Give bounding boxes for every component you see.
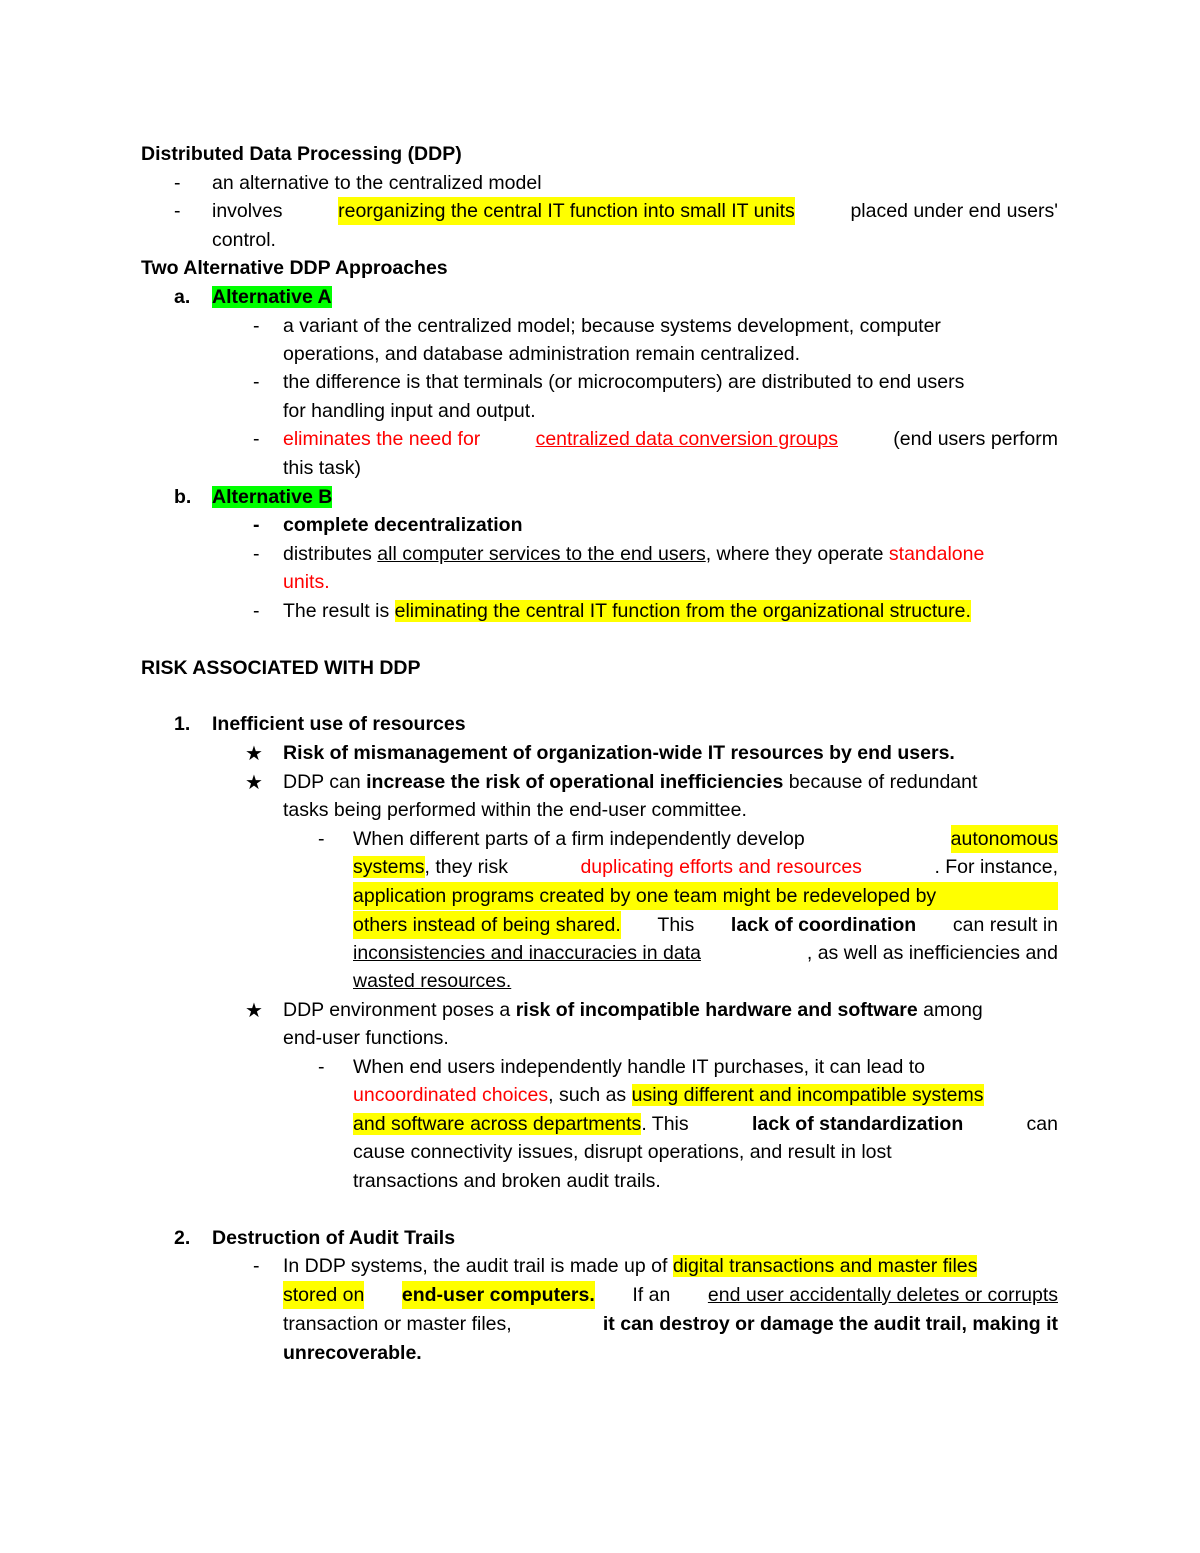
text: If an (632, 1284, 671, 1306)
alt-a-point-3 (283, 425, 1058, 453)
text: because of redundant (783, 771, 978, 793)
star-icon: ★ (245, 770, 263, 794)
alt-b-point-3 (283, 597, 971, 625)
alt-a-point-1-cont: operations, and database administration remain centralized. (283, 343, 801, 365)
highlight: systems (353, 856, 425, 878)
list-marker: - (318, 1056, 325, 1078)
risk-1-detail-1-line-6: wasted resources. (353, 970, 512, 992)
underlined-text: inconsistencies and inaccuracies in data (353, 942, 701, 964)
red-underlined-text: centralized data conversion groups (535, 428, 838, 450)
list-marker: - (253, 428, 260, 450)
highlight: Alternative B (212, 486, 333, 508)
list-marker: - (174, 200, 181, 222)
red-text: duplicating efforts and resources (580, 856, 862, 878)
alt-b-point-2 (283, 540, 984, 568)
highlight: autonomous (951, 825, 1058, 853)
risk-1-subpoint-3-cont: end-user functions. (283, 1027, 449, 1049)
risk-1-detail-2-line-1 (353, 1053, 1058, 1081)
alt-a-label (212, 283, 332, 311)
highlight: eliminating the central IT function from the organizational structure. (394, 600, 971, 622)
text-group (353, 1110, 689, 1138)
alt-a-point-2: the difference is that terminals (or microcomputers) are distributed to end users (283, 371, 965, 393)
alt-a-point-3-cont: this task) (283, 457, 362, 479)
alt-b-point-1: complete decentralization (283, 514, 523, 536)
highlight: Alternative A (212, 286, 332, 308)
risk-1-detail-1-line-3 (353, 882, 1058, 910)
ddp-title: Distributed Data Processing (DDP) (141, 143, 462, 165)
text: can (1026, 1113, 1058, 1135)
text: , as well as inefficiencies and (806, 942, 1058, 964)
red-text: standalone (888, 543, 985, 565)
ddp-bullet-1: an alternative to the centralized model (212, 172, 542, 194)
alt-a-point-2-cont: for handling input and output. (283, 400, 536, 422)
bold-text: lack of standardization (751, 1113, 964, 1135)
highlight: stored on (283, 1281, 364, 1309)
text: a variant of the centralized model; because systems development, computer (283, 315, 941, 337)
text: , such as (548, 1084, 632, 1106)
alt-b-marker: b. (174, 486, 192, 508)
risk-1-detail-2-line-5: transactions and broken audit trails. (353, 1170, 661, 1192)
text: In DDP systems, the audit trail is made up of (283, 1255, 673, 1277)
text: involves (212, 200, 288, 222)
text: (end users perform (893, 428, 1058, 450)
text: DDP environment poses a (283, 999, 516, 1021)
text: transaction or master files, (283, 1313, 512, 1335)
text: , where they operate (705, 543, 889, 565)
list-marker: - (253, 514, 260, 536)
text: can result in (952, 914, 1058, 936)
list-marker: - (253, 315, 260, 337)
risk-1-detail-1-line-2 (353, 853, 1058, 881)
ddp-bullet-2 (212, 197, 1058, 225)
text: cause connectivity issues, disrupt operations, and result in lost (353, 1141, 892, 1163)
risk-1-detail-2-line-3 (353, 1110, 1058, 1138)
risk-2-line-4: unrecoverable. (283, 1342, 422, 1364)
risk-1-subpoint-2-cont: tasks being performed within the end-user committee. (283, 799, 747, 821)
text: . For instance, (934, 856, 1058, 878)
highlight: others instead of being shared. (353, 911, 621, 939)
risk-1-detail-2-line-2 (353, 1081, 984, 1109)
alt-b-point-2-cont: units. (283, 571, 330, 593)
bold-text: increase the risk of operational inefficiencies (366, 771, 784, 793)
risk-2-line-2 (283, 1281, 1058, 1309)
risk-2-title: Destruction of Audit Trails (212, 1227, 456, 1249)
text: DDP can (283, 771, 367, 793)
text: The result is (283, 600, 395, 622)
risk-1-number: 1. (174, 713, 191, 735)
bold-highlight: end-user computers. (402, 1281, 595, 1309)
risk-1-title: Inefficient use of resources (212, 713, 466, 735)
highlight: reorganizing the central IT function into small IT units (338, 197, 795, 225)
risk-1-detail-2-line-4 (353, 1138, 1058, 1166)
risk-1-subpoint-2 (283, 768, 977, 796)
text: When end users independently handle IT purchases, it can lead to (353, 1056, 926, 1078)
text: This (657, 914, 695, 936)
underlined-text: end user accidentally deletes or corrupts (707, 1284, 1058, 1306)
list-marker: - (253, 1255, 260, 1277)
underlined-text: all computer services to the end users (377, 543, 706, 565)
risk-1-subpoint-1: Risk of mismanagement of organization-wide IT resources by end users. (283, 742, 955, 764)
risk-2-line-3 (283, 1310, 1058, 1338)
risk-1-subpoint-3 (283, 996, 983, 1024)
text: placed under end users' (845, 200, 1058, 222)
list-marker: - (253, 371, 260, 393)
bold-text: lack of coordination (730, 914, 917, 936)
bold-text: risk of incompatible hardware and software (515, 999, 918, 1021)
list-marker: - (318, 828, 325, 850)
risk-1-detail-1-line-5 (353, 939, 1058, 967)
text: When different parts of a firm independently develop (353, 828, 805, 850)
list-marker: - (253, 600, 260, 622)
red-text: uncoordinated choices (353, 1084, 549, 1106)
alt-a-point-1 (283, 312, 1058, 340)
text: . This (641, 1113, 689, 1135)
text: among (917, 999, 983, 1021)
risk-2-number: 2. (174, 1227, 191, 1249)
highlight: application programs created by one team might be redeveloped by (353, 882, 1058, 910)
risks-title: RISK ASSOCIATED WITH DDP (141, 657, 421, 679)
text-group (353, 853, 508, 881)
red-text: eliminates the need for (283, 428, 481, 450)
alt-a-marker: a. (174, 286, 191, 308)
highlight: using different and incompatible systems (631, 1084, 984, 1106)
list-marker: - (253, 543, 260, 565)
highlight: and software across departments (353, 1113, 642, 1135)
alt-b-label (212, 483, 332, 511)
ddp-bullet-2-cont: control. (212, 229, 276, 251)
bold-text: it can destroy or damage the audit trail, making it (602, 1313, 1058, 1335)
text: , they risk (424, 856, 508, 878)
star-icon: ★ (245, 998, 263, 1022)
highlight: digital transactions and master files (672, 1255, 978, 1277)
risk-1-detail-1-line-4 (353, 911, 1058, 939)
star-icon: ★ (245, 741, 263, 765)
list-marker: - (174, 172, 181, 194)
risk-1-detail-1-line-1 (353, 825, 1058, 853)
text: distributes (283, 543, 378, 565)
approaches-title: Two Alternative DDP Approaches (141, 257, 448, 279)
risk-2-line-1 (283, 1252, 977, 1280)
